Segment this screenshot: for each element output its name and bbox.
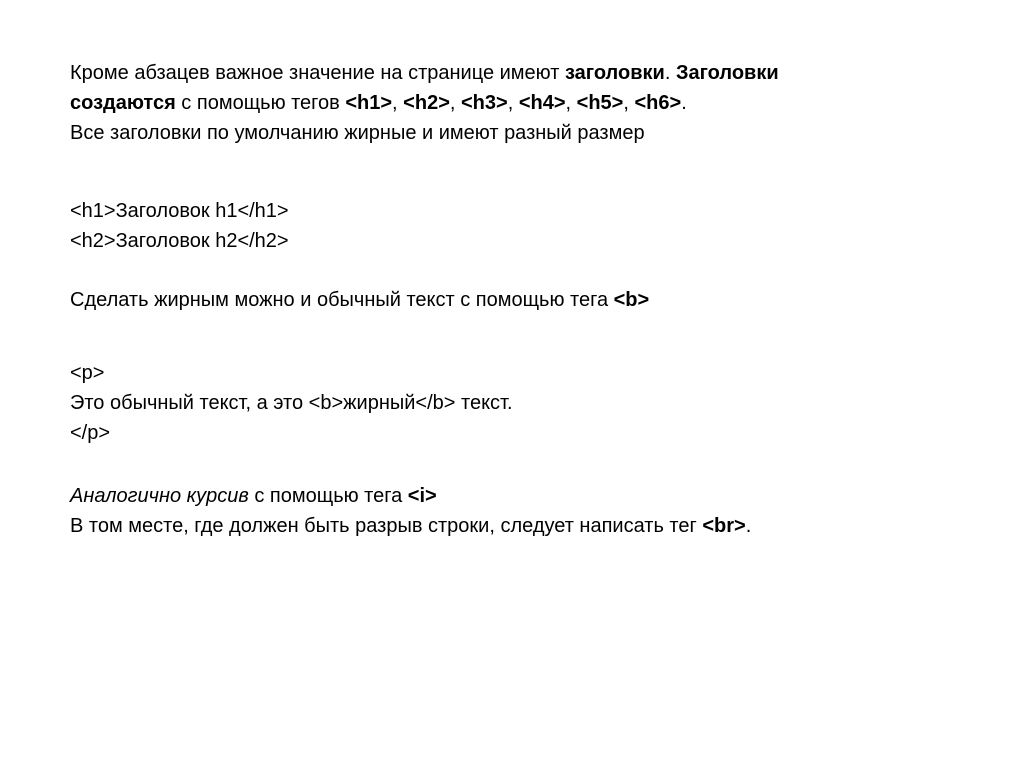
bold-note-text: Сделать жирным можно и обычный текст с помощью тега xyxy=(70,289,614,311)
intro-paragraph xyxy=(70,58,779,148)
tag-h3: <h3> xyxy=(461,92,508,114)
intro-line-2 xyxy=(70,88,779,118)
italic-phrase: Аналогично курсив xyxy=(70,485,249,507)
p-example xyxy=(70,358,513,448)
tag-h6: <h6> xyxy=(634,92,682,114)
tag-h4: <h4> xyxy=(518,92,566,114)
tag-h2: <h2> xyxy=(403,92,450,114)
separator: , xyxy=(565,92,577,114)
italic-note xyxy=(70,481,751,511)
separator: , xyxy=(507,92,519,114)
bold-note xyxy=(70,285,649,315)
separator: , xyxy=(449,92,461,114)
tag-h1: <h1> xyxy=(345,92,393,114)
heading-examples xyxy=(70,196,289,256)
separator: , xyxy=(392,92,404,114)
br-note xyxy=(70,511,751,541)
p-open-tag: <p> xyxy=(70,362,105,384)
p-close-tag: </p> xyxy=(70,422,111,444)
punctuation: . xyxy=(664,62,676,84)
period: . xyxy=(681,92,687,114)
tag-i: <i> xyxy=(407,485,437,507)
intro-line-3: Все заголовки по умолчанию жирные и имеют разный размер xyxy=(70,122,645,144)
bold-note-line xyxy=(70,285,649,315)
bold-word-created: создаются xyxy=(70,92,176,114)
closing-notes xyxy=(70,481,751,541)
intro-text: Кроме абзацев важное значение на странице имеют xyxy=(70,62,565,84)
tag-br: <br> xyxy=(702,515,746,537)
p-body: Это обычный текст, а это <b>жирный</b> текст. xyxy=(70,392,513,414)
tag-h5: <h5> xyxy=(576,92,624,114)
period: . xyxy=(745,515,752,537)
heading-example-h1: <h1>Заголовок h1</h1> xyxy=(70,200,289,222)
br-note-text: В том месте, где должен быть разрыв строки, следует написать тег xyxy=(70,515,703,537)
intro-line-1 xyxy=(70,58,779,88)
italic-note-text: с помощью тега xyxy=(248,485,408,507)
tag-b: <b> xyxy=(613,289,650,311)
bold-word-headings: заголовки xyxy=(564,62,665,84)
bold-word-headings-2: Заголовки xyxy=(675,62,779,84)
heading-example-h2: <h2>Заголовок h2</h2> xyxy=(70,230,289,252)
intro-text-2: с помощью тегов xyxy=(175,92,346,114)
separator: , xyxy=(623,92,635,114)
